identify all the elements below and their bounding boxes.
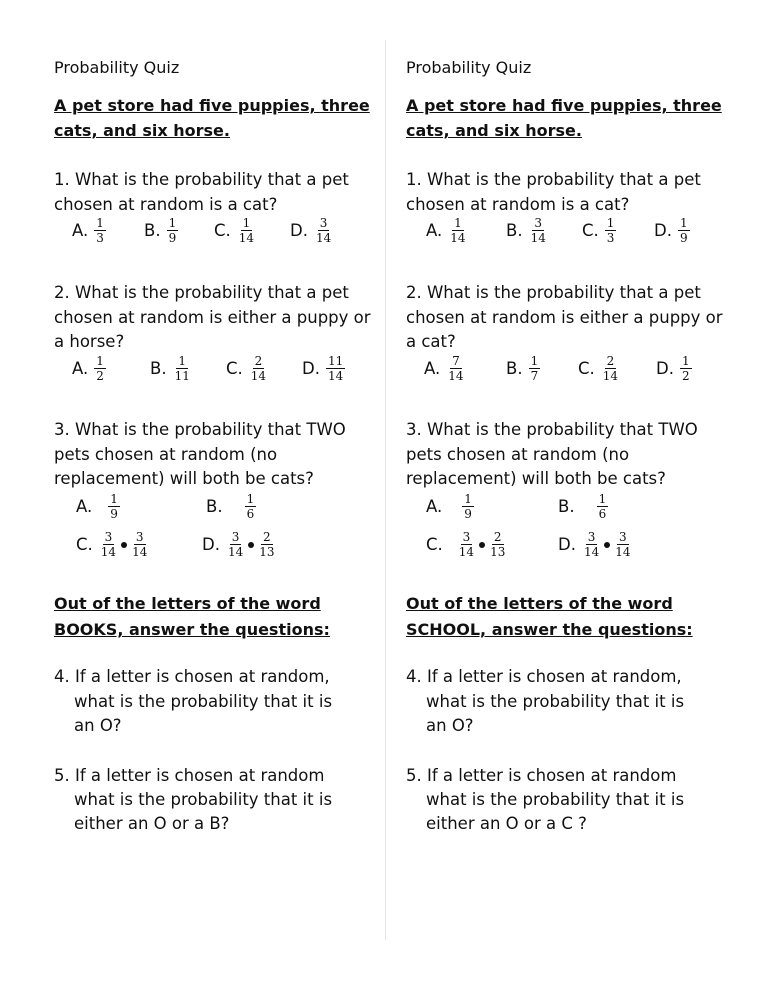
q5-line-3: either an O or a C ? [426,814,587,833]
q3-line-3: replacement) will both be cats? [406,469,666,488]
fraction: $\frac{1}{6}$ [598,492,607,521]
q3-option-b: B. $\frac{1}{6}$ [206,492,255,521]
q2-option-d: D. $\frac{11}{14}$ [302,354,344,383]
fraction: $\frac{1}{9}$ [168,216,177,245]
q5-line-2: what is the probability that it is [74,790,333,809]
q2-option-a: A. $\frac{7}{14}$ [424,354,464,383]
q1-line-1: 1. What is the probability that a pet [406,170,701,189]
quiz-title: Probability Quiz [406,58,532,77]
q3-option-c: C. $\frac{3}{14}$ $\frac{3}{14}$ [76,530,148,559]
q4-line-1: 4. If a letter is chosen at random, [406,667,682,686]
q1-line-2: chosen at random is a cat? [406,195,630,214]
q2-line-3: a cat? [406,332,456,351]
fraction: $\frac{1}{2}$ [681,354,690,383]
intro-line-2: cats, and six horse. [54,121,230,140]
fraction: $\frac{1}{14}$ [450,216,466,245]
fraction: $\frac{1}{9}$ [464,492,472,521]
fraction: $\frac{3}{14}$ [100,530,117,559]
q3-option-b: B. $\frac{1}{6}$ [558,492,607,521]
fraction: $\frac{1}{3}$ [96,216,104,245]
intro-line-1: A pet store had five puppies, three [54,96,370,115]
q5-line-1: 5. If a letter is chosen at random [406,766,677,785]
q3-line-1: 3. What is the probability that TWO [406,420,698,439]
intro-line-1: A pet store had five puppies, three [406,96,722,115]
q1-option-c: C. $\frac{1}{3}$ [582,216,615,245]
fraction: $\frac{1}{3}$ [606,216,615,245]
q5-line-1: 5. If a letter is chosen at random [54,766,325,785]
q2-line-2: chosen at random is either a puppy or [406,308,723,327]
quiz-title: Probability Quiz [54,58,180,77]
fraction: $\frac{1}{9}$ [679,216,688,245]
q2-line-1: 2. What is the probability that a pet [406,283,701,302]
q2-line-1: 2. What is the probability that a pet [54,283,349,302]
fraction: $\frac{3}{14}$ [615,530,631,559]
q4-line-3: an O? [426,716,474,735]
word-line-1: Out of the letters of the word [54,594,321,613]
q2-line-2: chosen at random is either a puppy or [54,308,371,327]
multiply-dot-icon [121,542,127,548]
q2-option-c: C. $\frac{2}{14}$ [578,354,619,383]
q3-line-2: pets chosen at random (no [406,445,630,464]
q1-option-b: B. $\frac{1}{9}$ [144,216,177,245]
q3-line-2: pets chosen at random (no [54,445,278,464]
fraction: $\frac{3}{14}$ [458,530,475,559]
q3-line-1: 3. What is the probability that TWO [54,420,346,439]
intro-line-2: cats, and six horse. [406,121,582,140]
q3-option-a: A. $\frac{1}{9}$ [76,492,118,521]
q2-option-b: B. $\frac{1}{7}$ [506,354,539,383]
q2-option-d: D. $\frac{1}{2}$ [656,354,690,383]
word-line-2: SCHOOL, answer the questions: [406,620,693,639]
fraction: $\frac{1}{9}$ [110,492,118,521]
q3-option-d: D. $\frac{3}{14}$ $\frac{2}{13}$ [202,530,275,559]
q1-option-d: D. $\frac{1}{9}$ [654,216,688,245]
fraction: $\frac{1}{2}$ [96,354,104,383]
fraction: $\frac{2}{13}$ [490,530,506,559]
q2-line-3: a horse? [54,332,125,351]
multiply-dot-icon [479,542,485,548]
q4-line-1: 4. If a letter is chosen at random, [54,667,330,686]
q1-line-1: 1. What is the probability that a pet [54,170,349,189]
multiply-dot-icon [248,542,254,548]
fraction: $\frac{11}{14}$ [327,354,344,383]
fraction: $\frac{7}{14}$ [448,354,464,383]
fraction: $\frac{3}{14}$ [530,216,546,245]
column-divider [385,40,386,940]
q1-option-a: A. $\frac{1}{3}$ [72,216,104,245]
q3-option-a: A. $\frac{1}{9}$ [426,492,472,521]
word-line-1: Out of the letters of the word [406,594,673,613]
q5-line-3: either an O or a B? [74,814,230,833]
q1-line-2: chosen at random is a cat? [54,195,278,214]
fraction: $\frac{1}{11}$ [174,354,190,383]
q2-option-b: B. $\frac{1}{11}$ [150,354,190,383]
fraction: $\frac{1}{7}$ [530,354,539,383]
fraction: $\frac{2}{14}$ [250,354,267,383]
q3-option-d: D. $\frac{3}{14}$ $\frac{3}{14}$ [558,530,631,559]
q3-option-c: C. $\frac{3}{14}$ $\frac{2}{13}$ [426,530,506,559]
fraction: $\frac{3}{14}$ [583,530,600,559]
q1-option-a: A. $\frac{1}{14}$ [426,216,466,245]
fraction: $\frac{2}{14}$ [602,354,619,383]
fraction: $\frac{1}{14}$ [238,216,255,245]
fraction: $\frac{3}{14}$ [132,530,148,559]
q1-option-c: C. $\frac{1}{14}$ [214,216,255,245]
fraction: $\frac{1}{6}$ [246,492,255,521]
fraction: $\frac{2}{13}$ [259,530,275,559]
q4-line-2: what is the probability that it is [426,692,685,711]
q3-line-3: replacement) will both be cats? [54,469,314,488]
fraction: $\frac{3}{14}$ [227,530,244,559]
q1-option-b: B. $\frac{3}{14}$ [506,216,546,245]
q4-line-3: an O? [74,716,122,735]
q2-option-c: C. $\frac{2}{14}$ [226,354,267,383]
q1-option-d: D. $\frac{3}{14}$ [290,216,332,245]
q5-line-2: what is the probability that it is [426,790,685,809]
multiply-dot-icon [604,542,610,548]
fraction: $\frac{3}{14}$ [315,216,332,245]
q2-option-a: A. $\frac{1}{2}$ [72,354,104,383]
word-line-2: BOOKS, answer the questions: [54,620,330,639]
q4-line-2: what is the probability that it is [74,692,333,711]
